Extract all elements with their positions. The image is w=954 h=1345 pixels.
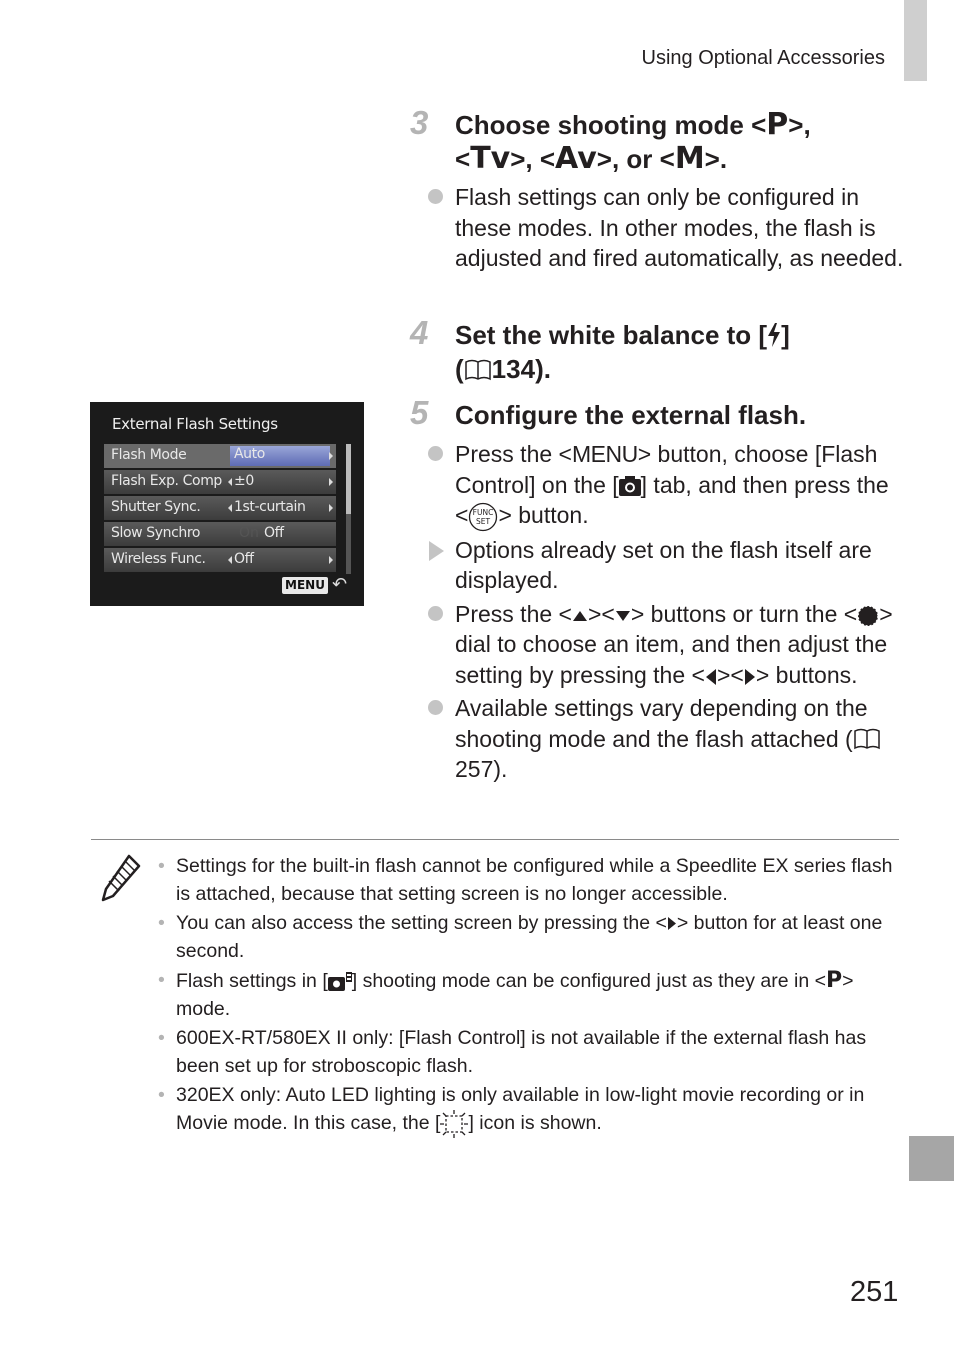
- list-item: • You can also access the setting screen by pressing the < > button for at least one second.: [158, 912, 883, 962]
- back-arrow-icon: ↶: [332, 574, 348, 594]
- step-number: 3: [410, 104, 429, 141]
- list-item: Available settings vary depending on the shooting mode and the flash attached (257).: [428, 693, 908, 785]
- arrow-down-icon: [615, 610, 631, 622]
- camera-tab-icon: [619, 476, 641, 496]
- list-item: • Flash settings in [ ] shooting mode can be configured just as they are in <P> mode.: [158, 968, 854, 1020]
- chapter-tab-side: [909, 1136, 954, 1181]
- running-header: Using Optional Accessories: [641, 47, 885, 69]
- hybrid-auto-icon: [328, 972, 352, 992]
- list-item: Flash settings can only be configured in these modes. In other modes, the flash is adjusted and fired automatically, as needed.: [428, 182, 908, 274]
- mode-p-glyph: P: [766, 107, 789, 142]
- menu-button-glyph: MENU: [571, 441, 638, 467]
- menu-row-flash-exp-comp: Flash Exp. Comp ±0: [104, 470, 336, 494]
- book-icon: [464, 359, 492, 381]
- list-item: • Settings for the built-in flash cannot be configured while a Speedlite EX series flash is attached, because that setting screen is no longer accessible.: [158, 855, 893, 905]
- menu-row-flash-mode: Flash Mode Auto: [104, 444, 336, 468]
- divider: [91, 839, 899, 840]
- mode-m-glyph: M: [674, 141, 705, 176]
- list-item: Press the < >< > buttons or turn the < > dial to choose an item, and then adjust the setting by pressing the < >< > buttons.: [428, 599, 908, 691]
- step-5-title: Configure the external flash.: [455, 400, 807, 430]
- book-icon: [853, 728, 881, 750]
- arrow-right-icon: [667, 916, 677, 931]
- step-4-title: Set the white balance to [ ] ( 134).: [455, 320, 790, 384]
- list-item: • 320EX only: Auto LED lighting is only available in low-light movie recording or in Movie mode. In this case, the [ ] icon is shown.: [155, 1082, 895, 1138]
- arrow-up-icon: [572, 610, 588, 622]
- list-item: • 600EX-RT/580EX II only: [Flash Control] is not available if the external flash has been set up for stroboscopic flash.: [158, 1027, 867, 1077]
- func-set-icon: [468, 502, 498, 532]
- menu-row-slow-synchro: Slow Synchro On Off: [104, 522, 336, 546]
- step-3-title: Choose shooting mode <P>, <Tv>, <Av>, or <M>.: [455, 107, 811, 176]
- list-item: Options already set on the flash itself are displayed.: [428, 535, 908, 596]
- menu-row-wireless-func: Wireless Func. Off: [104, 548, 336, 572]
- svg-text:SET: SET: [476, 516, 491, 526]
- step-number: 4: [410, 314, 429, 351]
- screen-scroll-thumb: [346, 444, 351, 514]
- step-3-bullets: [428, 182, 908, 277]
- flash-wb-icon: [767, 323, 781, 347]
- page-number: 251: [850, 1276, 899, 1308]
- mode-p-glyph: P: [826, 968, 843, 993]
- menu-row-shutter-sync: Shutter Sync. 1st-curtain: [104, 496, 336, 520]
- arrow-right-icon: [744, 668, 756, 686]
- notes-list: [155, 853, 895, 1140]
- mode-av-glyph: Av: [555, 141, 597, 176]
- mode-tv-glyph: Tv: [470, 141, 511, 176]
- screen-menu: [104, 444, 336, 574]
- control-dial-icon: [857, 605, 879, 627]
- screen-title: External Flash Settings: [112, 415, 278, 433]
- step-number: 5: [410, 394, 429, 431]
- svg-text:FUNC: FUNC: [473, 507, 494, 517]
- led-light-icon: [440, 1110, 468, 1138]
- menu-button-icon: MENU: [282, 577, 328, 594]
- step-5-bullets: [428, 439, 908, 788]
- pencil-icon: [99, 853, 143, 903]
- list-item: Press the <MENU> button, choose [Flash Control] on the [ ] tab, and then press the < FUNC SET > button.: [428, 439, 908, 532]
- arrow-left-icon: [705, 668, 717, 686]
- chapter-tab-top: [904, 0, 927, 81]
- camera-screen: [90, 402, 364, 606]
